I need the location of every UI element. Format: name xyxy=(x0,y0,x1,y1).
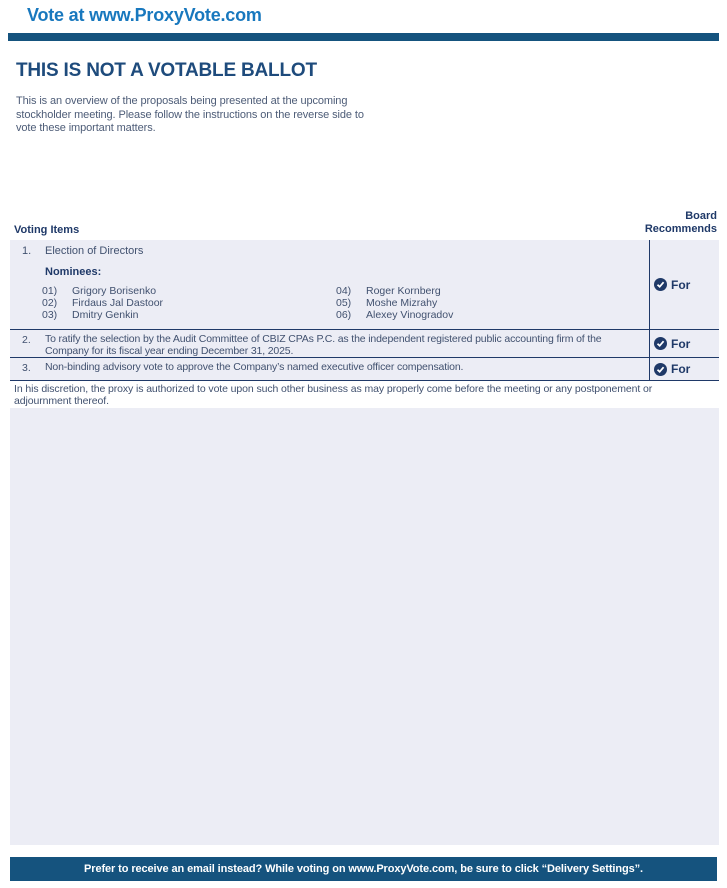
nominee-name: Firdaus Jal Dastoor xyxy=(72,297,164,309)
table-row-election-of-directors xyxy=(10,240,719,330)
proposal-2-text: To ratify the selection by the Audit Committee of CBIZ CPAs P.C. as the independent registered public accounting firm of the Company for its fiscal year ending December 31, 2025. xyxy=(45,333,602,357)
proxyvote-url-heading: Vote at www.ProxyVote.com xyxy=(27,5,262,25)
nominees-column-1 xyxy=(42,285,163,321)
table-row-ratify-auditor xyxy=(10,330,719,358)
board-recommends-header xyxy=(645,210,717,236)
proposal-3-text: Non-binding advisory vote to approve the Company’s named executive officer compensation. xyxy=(45,361,464,373)
not-votable-heading: THIS IS NOT A VOTABLE BALLOT xyxy=(16,60,317,81)
nominee-item xyxy=(336,297,453,309)
board-recommends-line2: Recommends xyxy=(644,223,717,235)
check-circle-icon xyxy=(654,363,667,376)
notice-paragraph: This is an overview of the proposals being presented at the upcoming stockholder meeting. Please follow the instructions on the reverse side to vote these important matters. xyxy=(16,95,364,134)
nominee-name: Alexey Vinogradov xyxy=(366,309,454,321)
recommendation-cell-2 xyxy=(649,330,719,357)
nominee-number: 03) xyxy=(42,309,58,321)
for-badge xyxy=(654,278,690,292)
nominee-name: Moshe Mizrahy xyxy=(366,297,438,309)
nominee-item xyxy=(336,309,453,321)
proposal-2-number: 2. xyxy=(22,334,31,346)
discretion-paragraph: In his discretion, the proxy is authorized to vote upon such other business as may properly come before the meeting or any postponement or adjournment thereof. xyxy=(10,381,719,414)
check-circle-icon xyxy=(654,278,667,291)
recommendation-label: For xyxy=(671,277,691,292)
check-circle-icon xyxy=(654,337,667,350)
nominee-name: Roger Kornberg xyxy=(366,285,441,297)
for-badge xyxy=(654,362,690,376)
proposal-2-cell xyxy=(10,330,649,357)
proposal-1-text: Election of Directors xyxy=(45,245,144,257)
nominees-label: Nominees: xyxy=(45,266,102,278)
nominees-column-2 xyxy=(336,285,453,321)
nominee-number: 01) xyxy=(42,285,58,297)
nominee-name: Grigory Borisenko xyxy=(72,285,157,297)
recommendation-label: For xyxy=(671,336,691,351)
nominee-number: 05) xyxy=(336,297,352,309)
board-recommends-line1: Board xyxy=(685,210,717,222)
proposal-3-number: 3. xyxy=(22,362,31,374)
top-divider xyxy=(8,33,719,41)
nominee-item xyxy=(42,297,163,309)
for-badge xyxy=(654,337,690,351)
proposal-1-number: 1. xyxy=(22,245,32,257)
proposal-3-cell xyxy=(10,358,649,380)
nominee-item xyxy=(336,285,453,297)
footer-text: Prefer to receive an email instead? While voting on www.ProxyVote.com, be sure to click “Delivery Settings”. xyxy=(84,863,643,875)
recommendation-cell-3 xyxy=(649,358,719,380)
nominee-name: Dmitry Genkin xyxy=(72,309,139,321)
voting-items-table xyxy=(10,240,719,381)
empty-shaded-area xyxy=(10,408,719,845)
nominee-number: 04) xyxy=(336,285,352,297)
nominee-number: 06) xyxy=(336,309,352,321)
recommendation-label: For xyxy=(671,362,691,376)
nominee-item xyxy=(42,309,163,321)
footer-banner xyxy=(10,857,717,881)
recommendation-cell-1 xyxy=(649,240,719,329)
nominee-item xyxy=(42,285,163,297)
table-row-say-on-pay xyxy=(10,358,719,381)
nominee-number: 02) xyxy=(42,297,58,309)
voting-items-header: Voting Items xyxy=(14,224,80,236)
proposal-1-cell xyxy=(10,240,649,329)
